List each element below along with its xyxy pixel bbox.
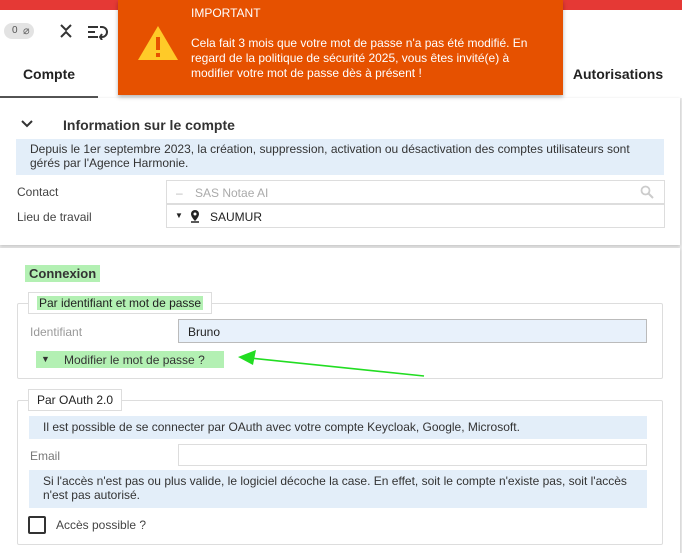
password-group-legend [28, 292, 212, 314]
tab-compte[interactable]: Compte [0, 62, 98, 98]
caret-down-icon: ▼ [41, 354, 50, 364]
warning-icon [136, 24, 180, 62]
identifiant-label: Identifiant [30, 325, 83, 339]
access-label: Accès possible ? [56, 518, 147, 532]
paperclip-icon: ⌀ [23, 25, 30, 37]
contact-label: Contact [17, 185, 59, 199]
attachment-count: 0 [12, 25, 18, 36]
contact-value: SAS Notae AI [195, 186, 269, 200]
oauth-warning-note: Si l'accès n'est pas ou plus valide, le logiciel décoche la case. En effet, soit le compte n'existe pas, soit l'accès n'est pas autorisé. [29, 470, 647, 508]
location-pin-icon [189, 209, 201, 223]
lieu-value: SAUMUR [210, 210, 263, 224]
email-label: Email [30, 449, 61, 463]
collapse-icon[interactable] [58, 20, 74, 42]
annotation-arrow [236, 346, 426, 380]
section-title: Information sur le compte [63, 117, 235, 133]
lieu-label: Lieu de travail [17, 210, 92, 224]
connexion-title: Connexion [25, 265, 100, 282]
modify-password-toggle[interactable] [36, 351, 224, 368]
identifiant-value: Bruno [188, 325, 221, 339]
contact-field[interactable] [166, 180, 665, 204]
access-checkbox[interactable] [28, 516, 46, 534]
alert-message: Cela fait 3 mois que votre mot de passe n'a pas été modifié. En regard de la politique de sécurité 2025, vous êtes invité(e) à modifier votre mot de passe dès à présent ! [191, 36, 528, 80]
chevron-down-icon[interactable] [20, 118, 34, 130]
modify-password-label: Modifier le mot de passe ? [64, 353, 205, 367]
lieu-field[interactable] [166, 204, 665, 228]
account-info-note: Depuis le 1er septembre 2023, la création, suppression, activation ou désactivation des comptes utilisateurs sont gérés par l'Agence Harmonie. [16, 139, 664, 175]
security-alert-toast [118, 0, 563, 95]
caret-down-icon[interactable]: ▼ [175, 211, 183, 220]
oauth-info-note: Il est possible de se connecter par OAuth avec votre compte Keycloak, Google, Microsoft. [29, 416, 647, 439]
search-icon[interactable] [640, 185, 654, 199]
password-group-legend-text: Par identifiant et mot de passe [39, 296, 202, 310]
wrap-text-icon[interactable] [86, 24, 110, 40]
identifiant-field[interactable] [178, 319, 647, 343]
clear-icon: – [176, 186, 183, 200]
tab-autorisations[interactable]: Autorisations [572, 66, 664, 82]
email-field[interactable] [178, 444, 647, 466]
oauth-group-legend: Par OAuth 2.0 [28, 389, 122, 411]
alert-title: IMPORTANT [191, 6, 261, 20]
attachment-counter[interactable] [4, 23, 34, 39]
